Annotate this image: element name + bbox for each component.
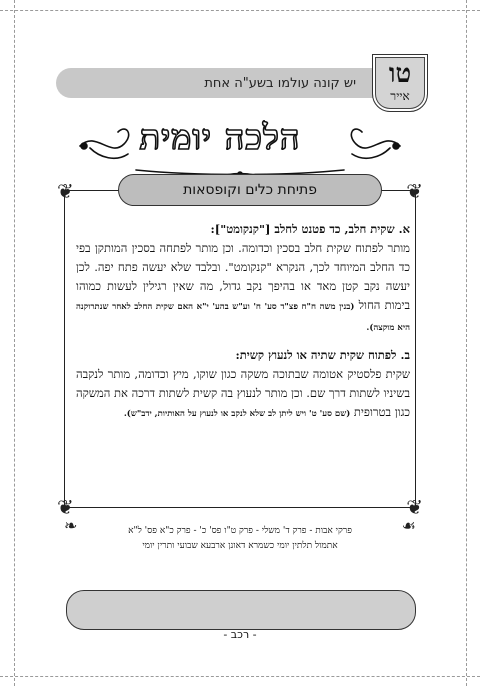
badge-month: אייר [390,89,410,103]
frame-corner-ornament: ❦ [57,179,74,203]
section [76,346,410,424]
crop-line-left [14,0,15,686]
references-learning: פרקי אבות - פרק ד' משלי - פרק ט"ו פס' כ' - פרק כ"א פס' ל"א [128,526,352,536]
section-source: (בנין משה ח"ח פצ"ד סע' ח' וע"ש בהע' י"א האם שקית החלב לאחר שנתרוקנה היא מוקצה). [76,302,410,333]
header-bar [56,68,386,98]
frame-corner-ornament: ❦ [406,179,423,203]
section-heading: א. שקית חלב, כד פטנט לחלב ["קנקומט"]: [210,222,410,236]
crop-line-top [0,10,480,11]
section-text: מותר לפתוח שקית חלב בסכין וכדומה. וכן מותר לפתחה בסכין המותקן בפי כד החלב המיוחד לכך, הנקרא "קנקומט". ובלבד שלא יעשה פתח יפה. לכן יעשה נקב קטן מאד או בהיפך נקב גדול, מה שאין רגילין לעשות כמוהו בימות החול [76,241,410,312]
frame-corner-ornament: ❦ [406,495,423,519]
crop-line-right [466,0,467,686]
section-heading: ב. לפתוח שקית שתיה או לנעוץ קשית: [235,348,410,362]
page-number: - רכב - [223,628,257,641]
refs-corner-ornament: ❧ [64,516,78,535]
header-tagline: יש קונה עולמו בשע"ה אחת [204,75,356,91]
topic-title: פתיחת כלים וקופסאות [183,182,317,198]
section [76,220,410,338]
page-title: הלכה יומית [139,118,301,158]
frame-corner-ornament: ❦ [57,495,74,519]
refs-corner-ornament: ☙ [401,516,416,535]
page [20,14,460,670]
halacha-body [76,220,410,432]
crop-line-bottom [0,676,480,677]
bottom-bar [66,590,416,630]
topic-bar [118,174,382,206]
references-omer-count: אתמול תלתין יומי כשמרא דאונן ארבעא שבועי ותרין יומי [142,541,338,551]
daily-references [64,516,416,564]
section-source: (שם סע' ט' ויש ליתן לב שלא לנקב או לנעוץ על האותיות, ידב"ש). [123,409,351,419]
badge-day-number: טו [388,59,412,89]
section-text: שקית פלסטיק אטומה שבתוכה משקה כגון שוקו, מיץ וכדומה, מותר לנקבה בשיניו לשתות דרך שם. וכן מותר לנעוץ בה קשית לשתות דרכה את המשקה כגון בטרופית [76,367,410,419]
date-badge [372,54,428,112]
